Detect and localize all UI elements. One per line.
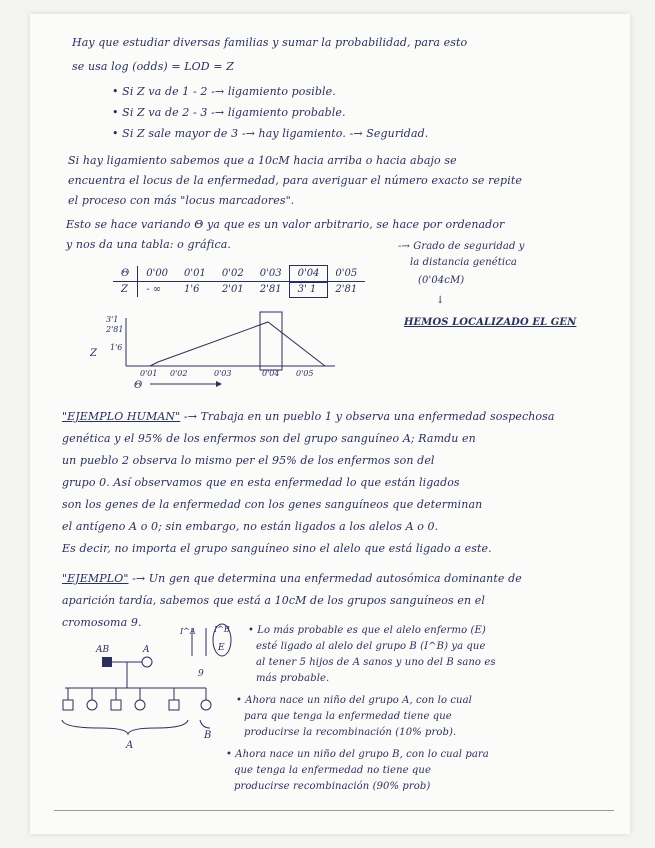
genotype-label: A [143, 645, 150, 655]
y-tick-label: 3'1 [106, 315, 119, 324]
chromosome-number: 9 [198, 669, 204, 679]
page-bottom-edge [54, 810, 614, 811]
y-tick-label: 1'6 [110, 343, 123, 352]
example-title: "EJEMPLO" [62, 572, 129, 585]
text-line: encuentra el locus de la enfermedad, para averiguar el número exacto se repite [68, 174, 522, 187]
note-line: (0'04cM) [418, 275, 465, 286]
text-line: aparición tardía, sabemos que está a 10cM de los grupos sanguíneos en el [62, 594, 485, 607]
bullet-line: • Si Z va de 1 - 2 -→ ligamiento posible. [112, 85, 336, 98]
table-cell: Θ [113, 266, 138, 282]
table-cell: 0'01 [176, 266, 214, 282]
text-line: un pueblo 2 observa lo mismo per el 95% de los enfermos son del [62, 454, 435, 467]
bullet-line: para que tenga la enfermedad tiene que [244, 711, 452, 722]
bullet-line: • Si Z va de 2 - 3 -→ ligamiento probable. [112, 106, 346, 119]
down-arrow: ↓ [436, 295, 445, 306]
text-line: -→ Un gen que determina una enfermedad autosómica dominante de [128, 572, 522, 585]
note-line: -→ Grado de seguridad y [398, 241, 525, 252]
text-line: -→ Trabaja en un pueblo 1 y observa una enfermedad sospechosa [180, 410, 555, 423]
x-axis-label: Θ [134, 380, 143, 391]
table-cell: Z [113, 282, 138, 298]
note-line: la distancia genética [410, 257, 517, 268]
table-cell: 0'05 [327, 266, 365, 282]
y-tick-label: 2'81 [106, 325, 124, 334]
example-title: "EJEMPLO HUMAN" [62, 410, 181, 423]
x-tick-label: 0'03 [214, 369, 232, 378]
bullet-line: más probable. [256, 673, 330, 684]
bullet-line: esté ligado al alelo del grupo B (I^B) ya que [256, 641, 486, 652]
table-cell: 0'00 [138, 266, 176, 282]
bullet-line: • Ahora nace un niño del grupo B, con lo cual para [226, 749, 489, 760]
text-line: se usa log (odds) = LOD = Z [72, 60, 234, 73]
text-line: Si hay ligamiento sabemos que a 10cM hacia arriba o hacia abajo se [68, 154, 457, 167]
bullet-line: que tenga la enfermedad no tiene que [234, 765, 431, 776]
x-tick-label: 0'04 [262, 369, 280, 378]
table-cell: 2'01 [221, 284, 244, 295]
text-line: Esto se hace variando Θ ya que es un valor arbitrario, se hace por ordenador [66, 218, 505, 231]
text-line: genética y el 95% de los enfermos son del grupo sanguíneo A; Ramdu en [62, 432, 476, 445]
bullet-line: al tener 5 hijos de A sanos y uno del B sano es [256, 657, 496, 668]
table-cell: 0'02 [214, 266, 252, 282]
text-line: Hay que estudiar diversas familias y sumar la probabilidad, para esto [72, 36, 468, 49]
text-line: Es decir, no importa el grupo sanguíneo sino el alelo que está ligado a este. [62, 542, 492, 555]
text-line: grupo 0. Así observamos que en esta enfermedad lo que están ligados [62, 476, 460, 489]
table-cell-highlight: 3' 1 [290, 282, 328, 298]
group-label: B [204, 730, 212, 741]
x-tick-label: 0'02 [170, 369, 188, 378]
conclusion-text: HEMOS LOCALIZADO EL GEN [404, 317, 577, 328]
allele-label: I^B [214, 625, 230, 634]
bullet-line: producirse la recombinación (10% prob). [244, 727, 457, 738]
female [142, 657, 152, 667]
bullet-line: producirse recombinación (90% prob) [234, 781, 431, 792]
x-tick-label: 0'01 [140, 369, 158, 378]
bullet-line: • Lo más probable es que el alelo enfermo (E) [248, 625, 486, 636]
genotype-label: AB [96, 645, 110, 655]
bullet-line: • Ahora nace un niño del grupo A, con lo cual [236, 695, 472, 706]
y-axis-label: Z [90, 348, 97, 359]
bullet-line: • Si Z sale mayor de 3 -→ hay ligamiento. -→ Seguridad. [112, 127, 429, 140]
text-line: cromosoma 9. [62, 616, 142, 629]
text-line: el proceso con más "locus marcadores". [68, 194, 295, 207]
table-cell: 2'81 [259, 284, 282, 295]
group-label: A [126, 740, 134, 751]
table-cell: - ∞ [146, 284, 162, 295]
table-cell-highlight: 0'04 [290, 266, 328, 282]
text-line: el antígeno A o 0; sin embargo, no están ligados a los alelos A o 0. [62, 520, 439, 533]
allele-label: I^A [180, 627, 196, 636]
table-cell: 0'03 [252, 266, 290, 282]
table-cell: 2'81 [335, 284, 358, 295]
text-line: y nos da una tabla: o gráfica. [66, 238, 231, 251]
affected-male [102, 657, 112, 667]
x-tick-label: 0'05 [296, 369, 314, 378]
table-cell: 1'6 [184, 284, 200, 295]
text-line: son los genes de la enfermedad con los genes sanguíneos que determinan [62, 498, 483, 511]
allele-label: E [218, 643, 225, 653]
